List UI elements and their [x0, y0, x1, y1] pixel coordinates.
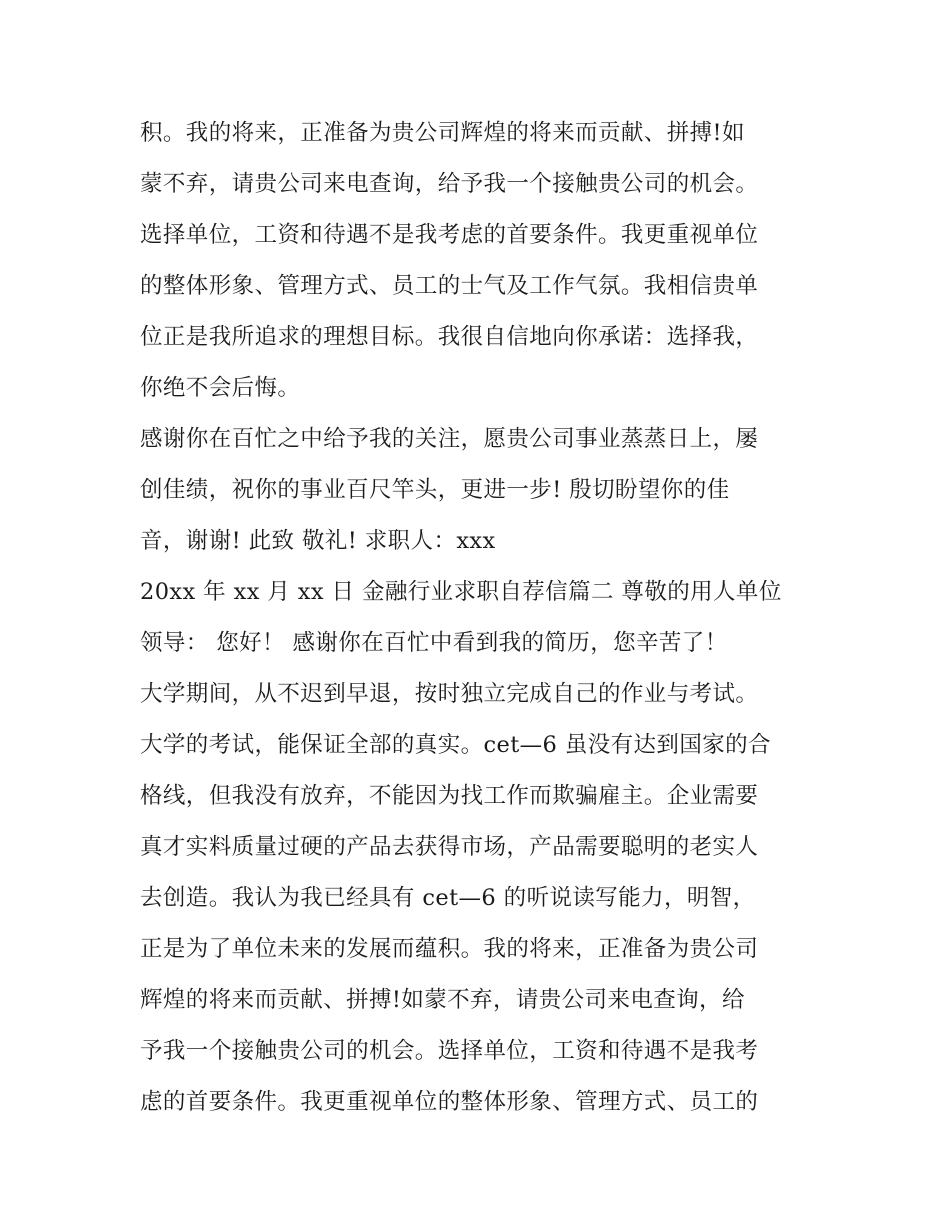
- text-line: 大学期间，从不迟到早退，按时独立完成自己的作业与考试。: [140, 681, 759, 707]
- text-line: 辉煌的将来而贡献、拼搏!如蒙不弃，请贵公司来电查询，给: [140, 987, 745, 1013]
- text-line: 蒙不弃，请贵公司来电查询，给予我一个接触贵公司的机会。: [140, 171, 759, 197]
- text-line: 20xx 年 xx 月 xx 日 金融行业求职自荐信篇二 尊敬的用人单位: [140, 579, 782, 605]
- text-line: 你绝不会后悔。: [140, 375, 301, 401]
- text-line: 感谢你在百忙之中给予我的关注，愿贵公司事业蒸蒸日上，屡: [140, 426, 759, 452]
- text-line: 位正是我所追求的理想目标。我很自信地向你承诺：选择我，: [140, 324, 759, 350]
- text-line: 真才实料质量过硬的产品去获得市场，产品需要聪明的老实人: [140, 834, 759, 860]
- text-line: 正是为了单位未来的发展而蕴积。我的将来，正准备为贵公司: [140, 936, 759, 962]
- text-line: 格线，但我没有放弃，不能因为找工作而欺骗雇主。企业需要: [140, 783, 759, 809]
- text-line: 大学的考试，能保证全部的真实。cet—6 虽没有达到国家的合: [140, 732, 771, 758]
- text-line: 创佳绩，祝你的事业百尺竿头，更进一步! 殷切盼望你的佳: [140, 477, 730, 503]
- body-text: [140, 108, 820, 1128]
- text-line: 的整体形象、管理方式、员工的士气及工作气氛。我相信贵单: [140, 273, 759, 299]
- text-line: 积。我的将来，正准备为贵公司辉煌的将来而贡献、拼搏!如: [140, 120, 745, 146]
- text-line: 去创造。我认为我已经具有 cet—6 的听说读写能力，明智，: [140, 885, 756, 911]
- text-line: 领导： 您好！ 感谢你在百忙中看到我的简历，您辛苦了！: [140, 630, 728, 656]
- text-line: 音，谢谢! 此致 敬礼! 求职人：xxx: [140, 528, 496, 554]
- text-line: 虑的首要条件。我更重视单位的整体形象、管理方式、员工的: [140, 1089, 759, 1115]
- text-line: 选择单位，工资和待遇不是我考虑的首要条件。我更重视单位: [140, 222, 759, 248]
- text-line: 予我一个接触贵公司的机会。选择单位，工资和待遇不是我考: [140, 1038, 759, 1064]
